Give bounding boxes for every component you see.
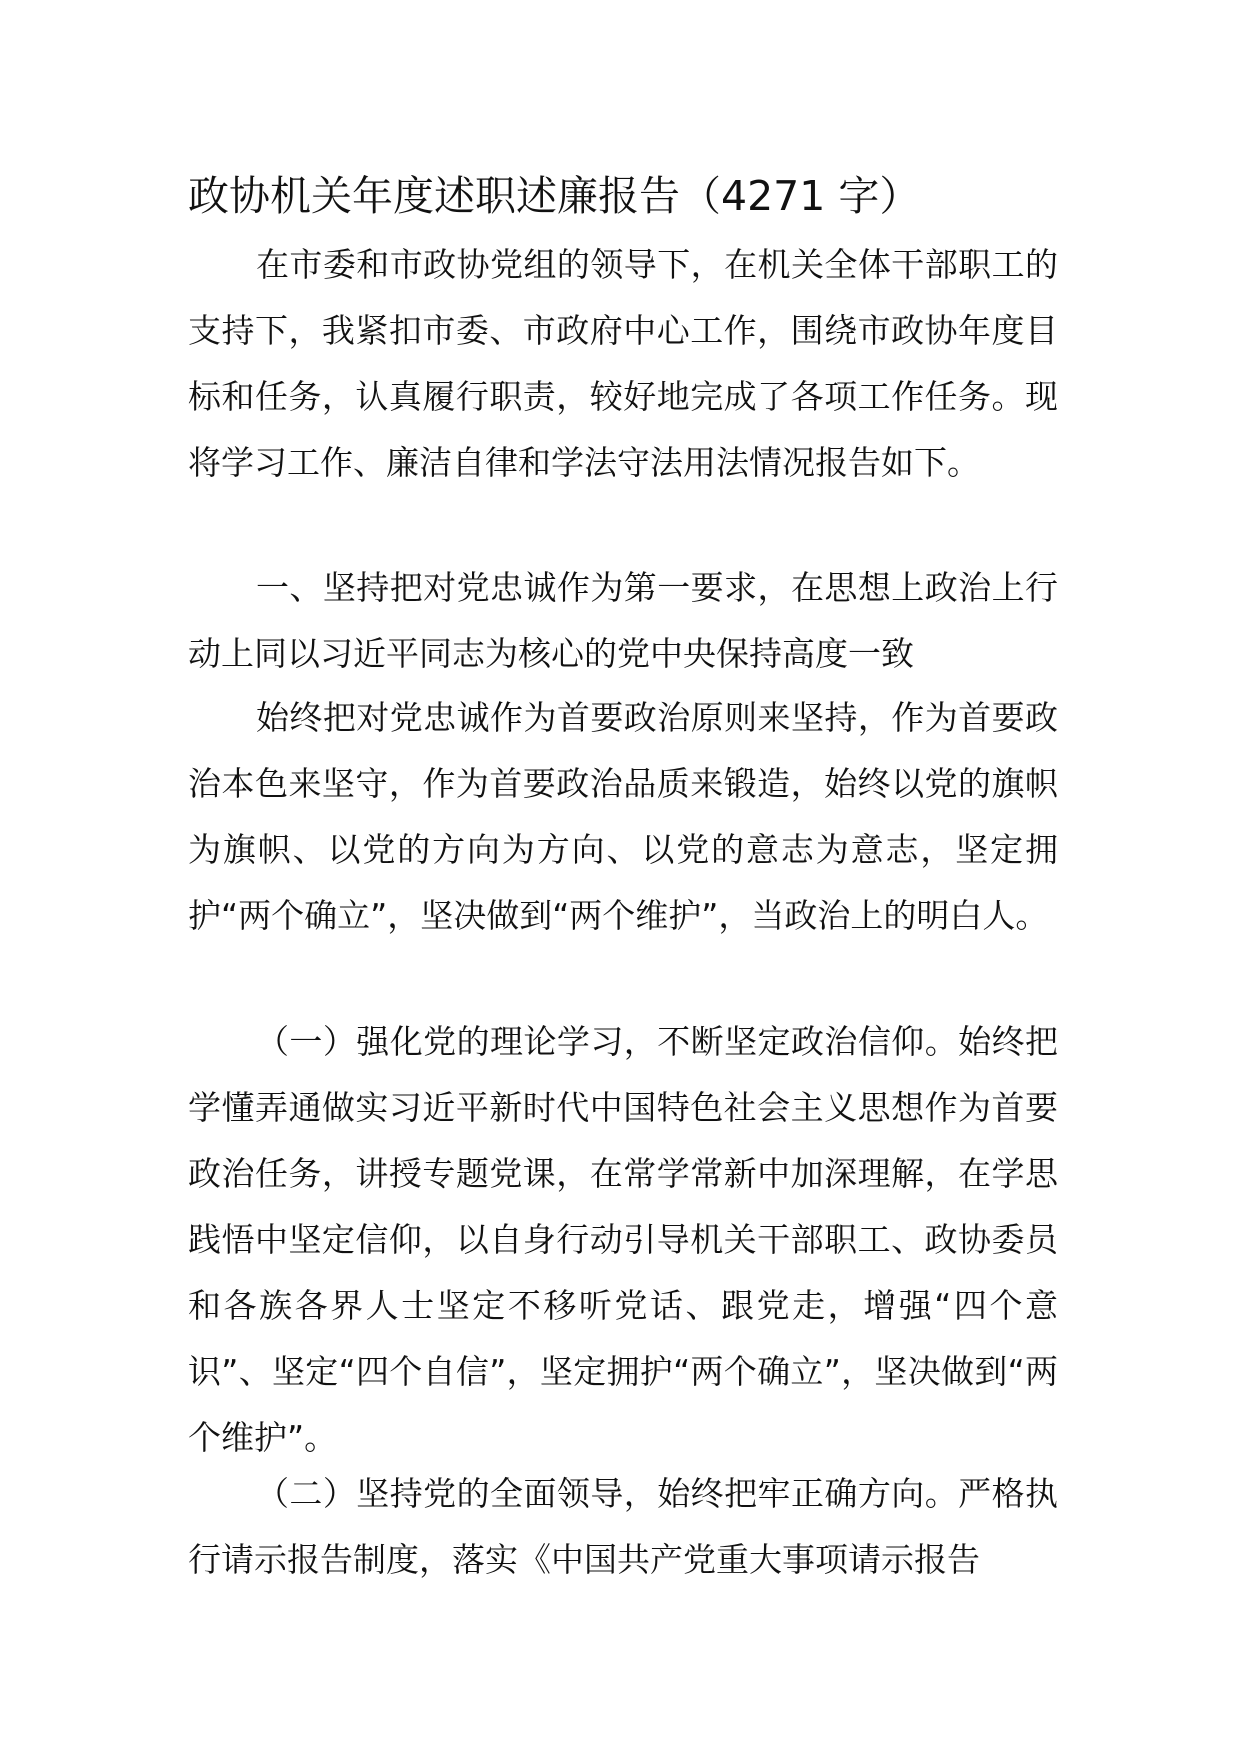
paragraph-loyalty: 始终把对党忠诚作为首要政治原则来坚持，作为首要政治本色来坚守，作为首要政治品质来锻造，始终以党的旗帜为旗帜、以党的方向为方向、以党的意志为意志，坚定拥护“两个确立”，坚决做到“两个维护”，当政治上的明白人。 (188, 698, 1058, 935)
paragraph-intro: 在市委和市政协党组的领导下，在机关全体干部职工的支持下，我紧扣市委、市政府中心工作，围绕市政协年度目标和任务，认真履行职责，较好地完成了各项工作任务。现将学习工作、廉洁自律和学法守法用法情况报告如下。 (188, 245, 1058, 482)
document-title: 政协机关年度述职述廉报告（4271 字） (188, 172, 921, 220)
paragraph-theory-study: （一）强化党的理论学习，不断坚定政治信仰。始终把学懂弄通做实习近平新时代中国特色社会主义思想作为首要政治任务，讲授专题党课，在常学常新中加深理解，在学思践悟中坚定信仰，以自身行动引导机关干部职工、政协委员和各族各界人士坚定不移听党话、跟党走，增强“四个意识”、坚定“四个自信”，坚定拥护“两个确立”，坚决做到“两个维护”。 (188, 1022, 1058, 1457)
paragraph-party-leadership: （二）坚持党的全面领导，始终把牢正确方向。严格执行请示报告制度，落实《中国共产党重大事项请示报告 (188, 1474, 1058, 1579)
section-heading-one: 一、坚持把对党忠诚作为第一要求，在思想上政治上行动上同以习近平同志为核心的党中央保持高度一致 (188, 568, 1058, 673)
